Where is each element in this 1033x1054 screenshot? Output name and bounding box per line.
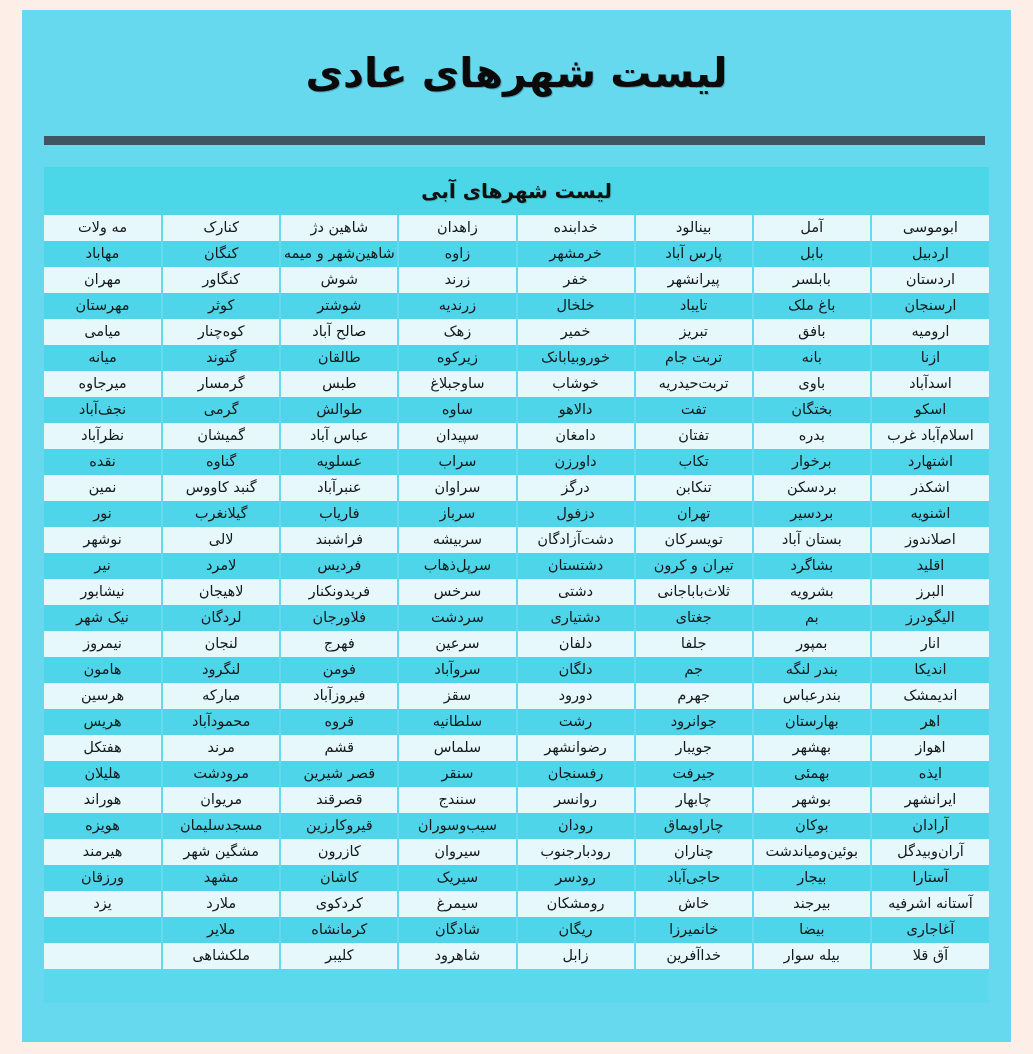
city-cell: مه ولات	[44, 215, 162, 241]
table-row	[44, 501, 989, 527]
city-cell: لاهیجان	[162, 579, 280, 605]
table-row	[44, 553, 989, 579]
city-cell: لنگرود	[162, 657, 280, 683]
city-cell: فهرج	[280, 631, 398, 657]
city-cell: دشتستان	[517, 553, 635, 579]
city-cell: تربت جام	[635, 345, 753, 371]
city-cell: لامرد	[162, 553, 280, 579]
city-cell: خاش	[635, 891, 753, 917]
city-cell: داورزن	[517, 449, 635, 475]
city-cell: رودبارجنوب	[517, 839, 635, 865]
city-cell: فومن	[280, 657, 398, 683]
city-cell: ارومیه	[871, 319, 989, 345]
city-cell: بهمئی	[753, 761, 871, 787]
city-cell: بوکان	[753, 813, 871, 839]
city-cell: ملایر	[162, 917, 280, 943]
table-row	[44, 891, 989, 917]
city-cell: رضوانشهر	[517, 735, 635, 761]
page-title: لیست شهرهای عادی	[305, 49, 728, 97]
divider-wrapper	[22, 136, 1011, 145]
city-cell: دشتی	[517, 579, 635, 605]
city-cell: بختگان	[753, 397, 871, 423]
city-cell: سیمرغ	[398, 891, 516, 917]
city-cell: قصر شیرین	[280, 761, 398, 787]
city-cell: سپیدان	[398, 423, 516, 449]
city-cell: کنگاور	[162, 267, 280, 293]
city-cell: بندر لنگه	[753, 657, 871, 683]
city-cell: عنبرآباد	[280, 475, 398, 501]
city-cell: خفر	[517, 267, 635, 293]
city-cell: نیمروز	[44, 631, 162, 657]
city-cell: چناران	[635, 839, 753, 865]
city-cell: سنقر	[398, 761, 516, 787]
city-cell: کوثر	[162, 293, 280, 319]
city-cell: پارس آباد	[635, 241, 753, 267]
city-cell: نیر	[44, 553, 162, 579]
city-cell: ورزقان	[44, 865, 162, 891]
table-row	[44, 735, 989, 761]
city-cell: دشتیاری	[517, 605, 635, 631]
city-cell: درگز	[517, 475, 635, 501]
city-cell: نظرآباد	[44, 423, 162, 449]
city-cell: سرعین	[398, 631, 516, 657]
city-cell: جویبار	[635, 735, 753, 761]
city-cell: طالقان	[280, 345, 398, 371]
city-cell: فلاورجان	[280, 605, 398, 631]
city-cell: یزد	[44, 891, 162, 917]
city-cell: برخوار	[753, 449, 871, 475]
city-cell: بدره	[753, 423, 871, 449]
city-cell: مهاباد	[44, 241, 162, 267]
city-cell: جهرم	[635, 683, 753, 709]
table-row	[44, 917, 989, 943]
city-cell: ملکشاهی	[162, 943, 280, 969]
city-cell: خدابنده	[517, 215, 635, 241]
city-cell: لنجان	[162, 631, 280, 657]
city-cell: بابلسر	[753, 267, 871, 293]
city-cell: سلطانیه	[398, 709, 516, 735]
city-cell: بیجار	[753, 865, 871, 891]
city-cell: تیران و کرون	[635, 553, 753, 579]
city-cell: آغاجاری	[871, 917, 989, 943]
table-row	[44, 683, 989, 709]
header-divider	[44, 136, 985, 145]
city-cell: کردکوی	[280, 891, 398, 917]
city-cell: کنارک	[162, 215, 280, 241]
city-cell: هامون	[44, 657, 162, 683]
city-cell: رومشکان	[517, 891, 635, 917]
city-cell: طبس	[280, 371, 398, 397]
city-cell: گرمسار	[162, 371, 280, 397]
city-cell: قصرقند	[280, 787, 398, 813]
city-cell: رفسنجان	[517, 761, 635, 787]
city-cell: ساوجبلاغ	[398, 371, 516, 397]
city-cell: بافق	[753, 319, 871, 345]
city-cell: خمیر	[517, 319, 635, 345]
city-cell: تکاب	[635, 449, 753, 475]
city-cell: دلگان	[517, 657, 635, 683]
city-cell: شاهین‌شهر و میمه	[280, 241, 398, 267]
city-cell: سیب‌وسوران	[398, 813, 516, 839]
city-cell: سیریک	[398, 865, 516, 891]
city-cell: گرمی	[162, 397, 280, 423]
city-cell: اندیکا	[871, 657, 989, 683]
city-cell: بیضا	[753, 917, 871, 943]
city-cell: بینالود	[635, 215, 753, 241]
city-cell: لالی	[162, 527, 280, 553]
city-cell: اقلید	[871, 553, 989, 579]
table-row	[44, 631, 989, 657]
city-cell: ایذه	[871, 761, 989, 787]
city-cell: دشت‌آزادگان	[517, 527, 635, 553]
city-cell: مهرستان	[44, 293, 162, 319]
city-cell: مبارکه	[162, 683, 280, 709]
city-cell: هوراند	[44, 787, 162, 813]
city-cell: بشاگرد	[753, 553, 871, 579]
city-cell: چاراویماق	[635, 813, 753, 839]
city-cell: آستانه اشرفیه	[871, 891, 989, 917]
city-cell: نقده	[44, 449, 162, 475]
city-cell: زهک	[398, 319, 516, 345]
city-cell: کوه‌چنار	[162, 319, 280, 345]
city-cell: مرودشت	[162, 761, 280, 787]
city-cell: ریگان	[517, 917, 635, 943]
city-cell: خداآفرین	[635, 943, 753, 969]
city-cell: نوشهر	[44, 527, 162, 553]
city-cell: تهران	[635, 501, 753, 527]
city-cell: مشهد	[162, 865, 280, 891]
city-cell: سرباز	[398, 501, 516, 527]
city-cell: الیگودرز	[871, 605, 989, 631]
empty-cell	[44, 943, 162, 969]
city-cell: مهران	[44, 267, 162, 293]
city-cell: اسدآباد	[871, 371, 989, 397]
city-cell: سلماس	[398, 735, 516, 761]
city-cell: گمیشان	[162, 423, 280, 449]
city-cell: سرخس	[398, 579, 516, 605]
city-cell: جوانرود	[635, 709, 753, 735]
city-cell: دامغان	[517, 423, 635, 449]
city-cell: گناوه	[162, 449, 280, 475]
city-cell: گیلانغرب	[162, 501, 280, 527]
city-cell: آق قلا	[871, 943, 989, 969]
city-cell: اشنویه	[871, 501, 989, 527]
city-cell: اسلام‌آباد غرب	[871, 423, 989, 449]
city-cell: مریوان	[162, 787, 280, 813]
city-cell: انار	[871, 631, 989, 657]
city-cell: ارسنجان	[871, 293, 989, 319]
city-cell: نیک شهر	[44, 605, 162, 631]
city-cell: زرند	[398, 267, 516, 293]
city-cell: جم	[635, 657, 753, 683]
city-cell: ابوموسی	[871, 215, 989, 241]
city-cell: دالاهو	[517, 397, 635, 423]
city-cell: مرند	[162, 735, 280, 761]
city-cell: کرمانشاه	[280, 917, 398, 943]
city-cell: اسکو	[871, 397, 989, 423]
city-cell: ثلاث‌باباجانی	[635, 579, 753, 605]
table-row	[44, 579, 989, 605]
city-cell: نجف‌آباد	[44, 397, 162, 423]
city-cell: تفتان	[635, 423, 753, 449]
city-cell: جیرفت	[635, 761, 753, 787]
table-row	[44, 709, 989, 735]
city-cell: عباس آباد	[280, 423, 398, 449]
city-cell: شادگان	[398, 917, 516, 943]
city-cell: ساوه	[398, 397, 516, 423]
city-cell: رودسر	[517, 865, 635, 891]
city-cell: زیرکوه	[398, 345, 516, 371]
title-band	[22, 10, 1011, 136]
city-cell: شاهین دژ	[280, 215, 398, 241]
city-cell: اندیمشک	[871, 683, 989, 709]
city-cell: گتوند	[162, 345, 280, 371]
city-cell: هویزه	[44, 813, 162, 839]
city-cell: صالح آباد	[280, 319, 398, 345]
city-cell: سردشت	[398, 605, 516, 631]
table-row	[44, 839, 989, 865]
table-caption: لیست شهرهای آبی	[421, 179, 612, 203]
city-cell: تبریز	[635, 319, 753, 345]
city-cell: فیروزآباد	[280, 683, 398, 709]
cities-table-body	[44, 215, 989, 969]
table-row	[44, 345, 989, 371]
city-cell: کاشان	[280, 865, 398, 891]
city-cell: هفتکل	[44, 735, 162, 761]
city-cell: البرز	[871, 579, 989, 605]
city-cell: آستارا	[871, 865, 989, 891]
city-cell: میامی	[44, 319, 162, 345]
city-cell: هلیلان	[44, 761, 162, 787]
city-cell: تربت‌حیدریه	[635, 371, 753, 397]
table-row	[44, 293, 989, 319]
city-cell: جغتای	[635, 605, 753, 631]
city-cell: اشتهارد	[871, 449, 989, 475]
city-cell: تفت	[635, 397, 753, 423]
city-cell: بستان آباد	[753, 527, 871, 553]
city-cell: چابهار	[635, 787, 753, 813]
table-row	[44, 813, 989, 839]
city-cell: بشرویه	[753, 579, 871, 605]
table-row	[44, 423, 989, 449]
city-cell: شوشتر	[280, 293, 398, 319]
city-cell: کنگان	[162, 241, 280, 267]
city-cell: زاهدان	[398, 215, 516, 241]
city-cell: دلفان	[517, 631, 635, 657]
table-row	[44, 215, 989, 241]
table-row	[44, 761, 989, 787]
city-cell: آمل	[753, 215, 871, 241]
table-row	[44, 605, 989, 631]
city-cell: خوشاب	[517, 371, 635, 397]
table-row	[44, 449, 989, 475]
city-cell: بیله سوار	[753, 943, 871, 969]
city-cell: اهر	[871, 709, 989, 735]
table-row	[44, 787, 989, 813]
city-cell: قروه	[280, 709, 398, 735]
table-row	[44, 267, 989, 293]
city-cell: سربیشه	[398, 527, 516, 553]
city-cell: زاوه	[398, 241, 516, 267]
table-row	[44, 241, 989, 267]
city-cell: بم	[753, 605, 871, 631]
city-cell: میانه	[44, 345, 162, 371]
city-cell: عسلویه	[280, 449, 398, 475]
page-panel	[22, 10, 1011, 1042]
city-cell: بیرجند	[753, 891, 871, 917]
city-cell: طوالش	[280, 397, 398, 423]
city-cell: تایباد	[635, 293, 753, 319]
table-row	[44, 657, 989, 683]
city-cell: سرپل‌ذهاب	[398, 553, 516, 579]
table-row	[44, 527, 989, 553]
city-cell: جلفا	[635, 631, 753, 657]
city-cell: هرسین	[44, 683, 162, 709]
city-cell: اهواز	[871, 735, 989, 761]
city-cell: سروآباد	[398, 657, 516, 683]
city-cell: سراوان	[398, 475, 516, 501]
city-cell: نمین	[44, 475, 162, 501]
city-cell: مسجدسلیمان	[162, 813, 280, 839]
city-cell: دزفول	[517, 501, 635, 527]
city-cell: فردیس	[280, 553, 398, 579]
city-cell: رودان	[517, 813, 635, 839]
city-cell: سیروان	[398, 839, 516, 865]
city-cell: میرجاوه	[44, 371, 162, 397]
city-cell: رشت	[517, 709, 635, 735]
city-cell: آران‌وبیدگل	[871, 839, 989, 865]
city-cell: اردبیل	[871, 241, 989, 267]
city-cell: لردگان	[162, 605, 280, 631]
city-cell: اردستان	[871, 267, 989, 293]
city-cell: بوئین‌ومیاندشت	[753, 839, 871, 865]
city-cell: شاهرود	[398, 943, 516, 969]
subtitle-band	[44, 167, 989, 215]
city-cell: فراشبند	[280, 527, 398, 553]
city-cell: تنکابن	[635, 475, 753, 501]
table-row	[44, 397, 989, 423]
table-container	[44, 215, 989, 1003]
city-cell: قیروکارزین	[280, 813, 398, 839]
city-cell: بمپور	[753, 631, 871, 657]
city-cell: سقز	[398, 683, 516, 709]
city-cell: اشکذر	[871, 475, 989, 501]
city-cell: پیرانشهر	[635, 267, 753, 293]
city-cell: مشگین شهر	[162, 839, 280, 865]
city-cell: محمودآباد	[162, 709, 280, 735]
table-row	[44, 943, 989, 969]
city-cell: روانسر	[517, 787, 635, 813]
city-cell: بانه	[753, 345, 871, 371]
city-cell: بردسیر	[753, 501, 871, 527]
city-cell: کازرون	[280, 839, 398, 865]
table-row	[44, 319, 989, 345]
city-cell: خلخال	[517, 293, 635, 319]
city-cell: بوشهر	[753, 787, 871, 813]
city-cell: ایرانشهر	[871, 787, 989, 813]
city-cell: زابل	[517, 943, 635, 969]
city-cell: نور	[44, 501, 162, 527]
city-cell: خانمیرزا	[635, 917, 753, 943]
city-cell: فریدونکنار	[280, 579, 398, 605]
city-cell: شوش	[280, 267, 398, 293]
city-cell: گنبد کاووس	[162, 475, 280, 501]
city-cell: هریس	[44, 709, 162, 735]
table-row	[44, 475, 989, 501]
city-cell: فاریاب	[280, 501, 398, 527]
city-cell: بندرعباس	[753, 683, 871, 709]
city-cell: نیشابور	[44, 579, 162, 605]
city-cell: کلیبر	[280, 943, 398, 969]
city-cell: بهشهر	[753, 735, 871, 761]
city-cell: قشم	[280, 735, 398, 761]
city-cell: بردسکن	[753, 475, 871, 501]
city-cell: تویسرکان	[635, 527, 753, 553]
table-row	[44, 865, 989, 891]
city-cell: آرادان	[871, 813, 989, 839]
city-cell: اصلاندوز	[871, 527, 989, 553]
city-cell: زرندیه	[398, 293, 516, 319]
city-cell: ازنا	[871, 345, 989, 371]
city-cell: حاجی‌آباد	[635, 865, 753, 891]
city-cell: خوروبیابانک	[517, 345, 635, 371]
cities-table	[44, 215, 989, 969]
empty-cell	[44, 917, 162, 943]
city-cell: سنندج	[398, 787, 516, 813]
city-cell: بابل	[753, 241, 871, 267]
city-cell: دورود	[517, 683, 635, 709]
city-cell: خرمشهر	[517, 241, 635, 267]
city-cell: بهارستان	[753, 709, 871, 735]
city-cell: ملارد	[162, 891, 280, 917]
city-cell: هیرمند	[44, 839, 162, 865]
city-cell: باوی	[753, 371, 871, 397]
city-cell: باغ ملک	[753, 293, 871, 319]
city-cell: سراب	[398, 449, 516, 475]
table-row	[44, 371, 989, 397]
